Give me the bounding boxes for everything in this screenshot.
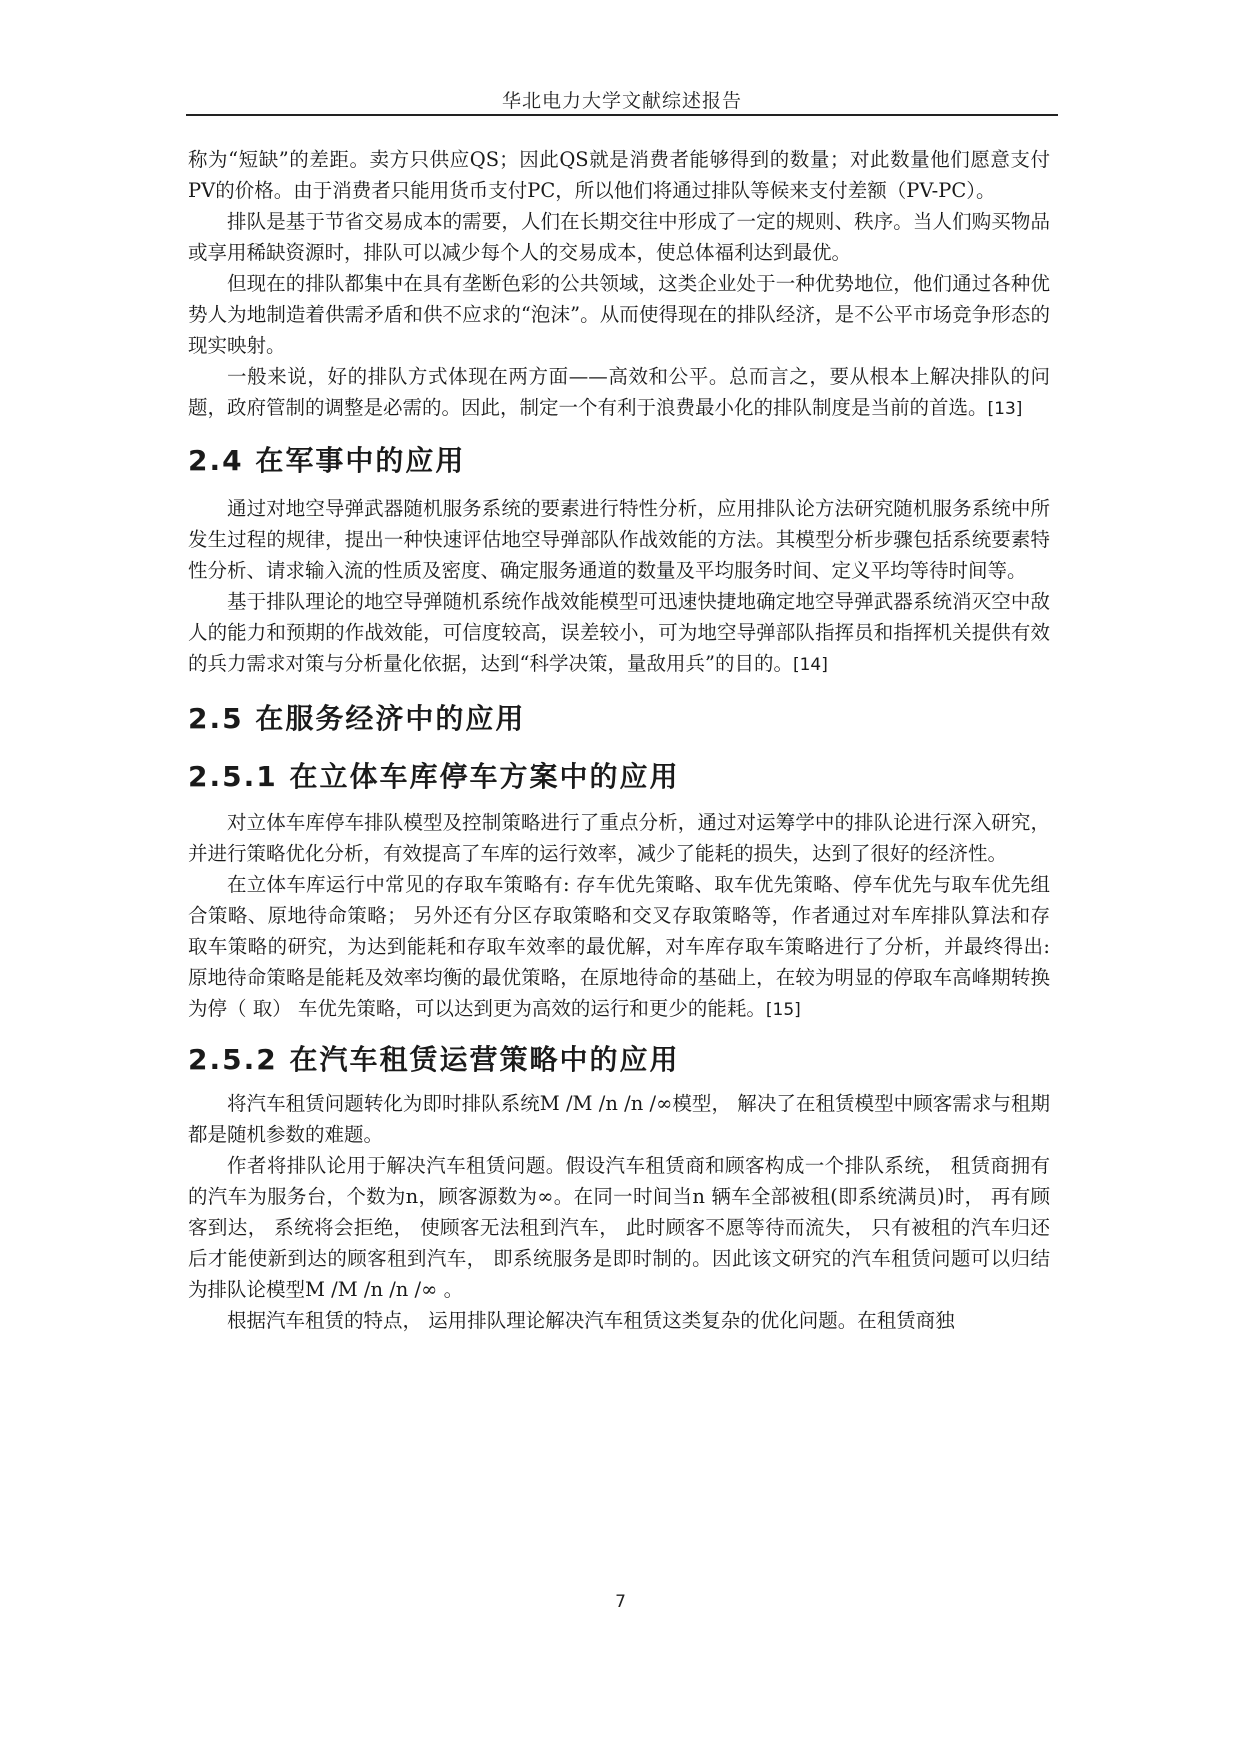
paragraph-shortage: 称为“短缺”的差距。卖方只供应QS；因此QS就是消费者能够得到的数量；对此数量他们愿意支付PV的价格。由于消费者只能用货币支付PC，所以他们将通过排队等候来支付差额（PV-PC）。 — [188, 148, 1050, 202]
paragraph-text: 基于排队理论的地空导弹随机系统作战效能模型可迅速快捷地确定地空导弹武器系统消灭空中敌人的能力和预期的作战效能，可信度较高，误差较小，可为地空导弹部队指挥员和指挥机关提供有效的兵力需求对策与分析量化依据，达到“科学决策，量敌用兵”的目的。 — [188, 590, 1050, 675]
paragraph-text: 一般来说，好的排队方式体现在两方面——高效和公平。总而言之，要从根本上解决排队的问题，政府管制的调整是必需的。因此，制定一个有利于浪费最小化的排队制度是当前的首选。 — [188, 365, 1050, 419]
section-heading-2-5: 2.5 在服务经济中的应用 — [188, 702, 526, 735]
paragraph-monopoly: 但现在的排队都集中在具有垄断色彩的公共领域，这类企业处于一种优势地位，他们通过各种优势人为地制造着供需矛盾和供不应求的“泡沫”。从而使得现在的排队经济，是不公平市场竞争形态的现实映射。 — [188, 272, 1050, 357]
running-header: 华北电力大学文献综述报告 — [501, 90, 742, 112]
section-heading-2-5-2: 2.5.2 在汽车租赁运营策略中的应用 — [188, 1043, 680, 1076]
citation-13: [13] — [987, 399, 1023, 419]
paragraph-transaction-cost: 排队是基于节省交易成本的需要，人们在长期交往中形成了一定的规则、秩序。当人们购买物品或享用稀缺资源时，排队可以减少每个人的交易成本，使总体福利达到最优。 — [188, 210, 1050, 264]
section-heading-2-5-1: 2.5.1 在立体车库停车方案中的应用 — [188, 760, 680, 793]
paragraph-missile-system: 通过对地空导弹武器随机服务系统的要素进行特性分析，应用排队论方法研究随机服务系统中所发生过程的规律，提出一种快速评估地空导弹部队作战效能的方法。其模型分析步骤包括系统要素特性分析、请求输入流的性质及密度、确定服务通道的数量及平均服务时间、定义平均等待时间等。 — [188, 497, 1050, 582]
paragraph-missile-model — [188, 586, 1050, 681]
citation-14: [14] — [792, 655, 828, 675]
paragraph-efficiency-fairness — [188, 361, 1050, 425]
paragraph-rental-model: 将汽车租赁问题转化为即时排队系统M /M /n /n /∞模型， 解决了在租赁模型中顾客需求与租期都是随机参数的难题。 — [188, 1092, 1050, 1146]
page-number: 7 — [615, 1592, 626, 1612]
header-rule — [186, 114, 1058, 116]
body-content — [188, 144, 1050, 1336]
citation-15: [15] — [765, 1000, 801, 1020]
paragraph-text: 在立体车库运行中常见的存取车策略有: 存车优先策略、取车优先策略、停车优先与取车优先组合策略、原地待命策略； 另外还有分区存取策略和交叉存取策略等，作者通过对车库排队算法和存取车策略的研究，为达到能耗和存取车效率的最优解，对车库存取车策略进行了分析，并最终得出: 原地待命策略是能耗及效率均衡的最优策略，在原地待命的基础上，在较为明显的停取车高峰期转换为停（ 取） 车优先策略，可以达到更为高效的运行和更少的能耗。 — [188, 873, 1050, 1020]
paragraph-rental-features: 根据汽车租赁的特点， 运用排队理论解决汽车租赁这类复杂的优化问题。在租赁商独 — [227, 1309, 955, 1332]
paragraph-parking-strategy — [188, 869, 1050, 1026]
paragraph-rental-queue: 作者将排队论用于解决汽车租赁问题。假设汽车租赁商和顾客构成一个排队系统， 租赁商拥有的汽车为服务台，个数为n，顾客源数为∞。在同一时间当n 辆车全部被租(即系统满员)时， 再有顾客到达， 系统将会拒绝， 使顾客无法租到汽车， 此时顾客不愿等待而流失， 只有被租的汽车归还后才能使新到达的顾客租到汽车， 即系统服务是即时制的。因此该文研究的汽车租赁问题可以归结为排队论模型M /M /n /n /∞ 。 — [188, 1154, 1050, 1301]
paragraph-parking-model: 对立体车库停车排队模型及控制策略进行了重点分析，通过对运筹学中的排队论进行深入研究，并进行策略优化分析，有效提高了车库的运行效率，减少了能耗的损失，达到了很好的经济性。 — [188, 811, 1050, 865]
section-heading-2-4: 2.4 在军事中的应用 — [188, 444, 466, 477]
